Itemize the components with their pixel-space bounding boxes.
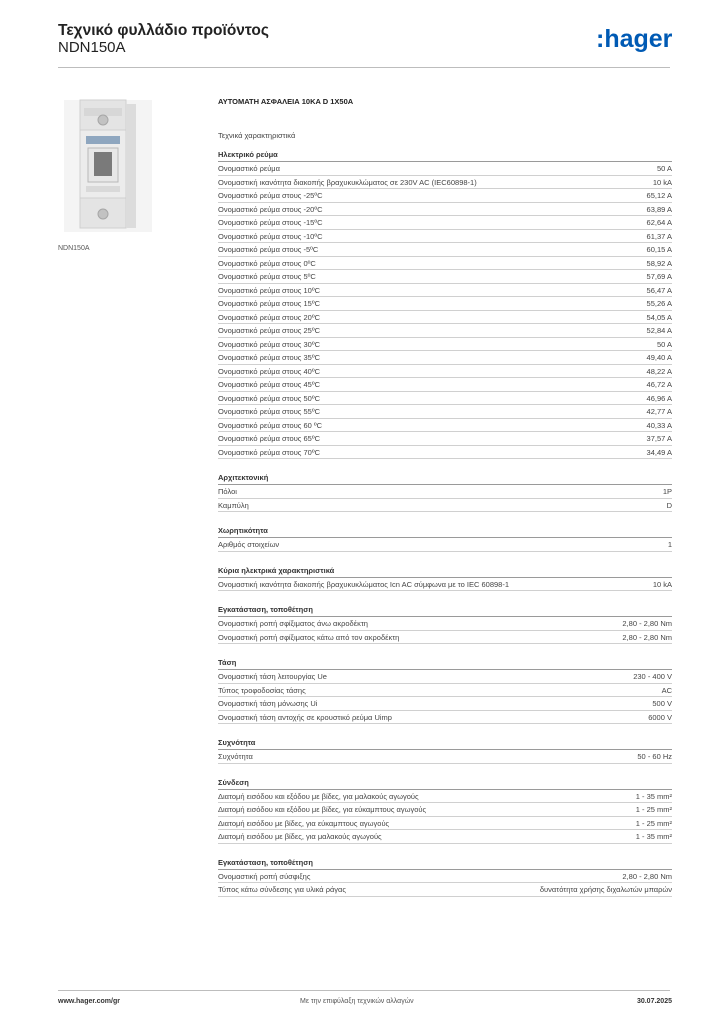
- footer-note: Με την επιφύλαξη τεχνικών αλλαγών: [300, 998, 414, 1005]
- section-title: Συχνότητα: [218, 738, 672, 750]
- spec-row: [218, 311, 672, 325]
- spec-value: 52,84 A: [646, 326, 672, 335]
- spec-value: 34,49 A: [646, 447, 672, 457]
- product-datasheet: [218, 97, 672, 911]
- spec-value: 1: [667, 540, 672, 549]
- spec-value: 50 - 60 Hz: [637, 752, 672, 761]
- spec-row: [218, 338, 672, 352]
- circuit-breaker-image: [58, 96, 158, 236]
- spec-label: Ονομαστικό ρεύμα στους 45ºC: [218, 380, 320, 389]
- product-code: NDN150A: [58, 39, 126, 56]
- spec-section: [218, 566, 672, 592]
- spec-label: Ονομαστικό ρεύμα στους 5ºC: [218, 272, 316, 281]
- spec-row: [218, 230, 672, 244]
- spec-row: [218, 405, 672, 419]
- website-link[interactable]: www.hager.com/gr: [58, 998, 120, 1005]
- spec-label: Ονομαστικό ρεύμα στους -10ºC: [218, 231, 323, 241]
- spec-section: [218, 526, 672, 552]
- spec-value: D: [666, 500, 672, 510]
- section-title: Εγκατάσταση, τοποθέτηση: [218, 605, 672, 617]
- spec-row: [218, 631, 672, 645]
- spec-label: Διατομή εισόδου με βίδες, για εύκαμπτους αγωγούς: [218, 818, 390, 828]
- spec-value: 46,96 A: [646, 393, 672, 403]
- spec-value: 50 A: [656, 164, 672, 173]
- spec-label: Ονομαστική ικανότητα διακοπής βραχυκυκλώματος Icn AC σύμφωνα με το IEC 60898-1: [218, 579, 510, 589]
- spec-row: [218, 870, 672, 884]
- spec-row: [218, 485, 672, 499]
- spec-label: Ονομαστικό ρεύμα στους 50ºC: [218, 393, 320, 403]
- spec-label: Διατομή εισόδου με βίδες, για μαλακούς αγωγούς: [218, 832, 382, 841]
- spec-label: Ονομαστική ικανότητα διακοπής βραχυκυκλώματος σε 230V AC (IEC60898-1): [218, 177, 477, 187]
- spec-section: [218, 658, 672, 724]
- spec-label: Διατομή εισόδου και εξόδου με βίδες, για μαλακούς αγωγούς: [218, 791, 419, 801]
- spec-label: Ονομαστικό ρεύμα στους -15ºC: [218, 218, 323, 227]
- spec-row: [218, 670, 672, 684]
- spec-value: 42,77 A: [646, 407, 672, 416]
- spec-label: Ονομαστική τάση αντοχής σε κρουστικό ρεύμα Uimp: [218, 712, 392, 722]
- spec-row: [218, 189, 672, 203]
- spec-value: 1 - 25 mm²: [635, 818, 672, 828]
- spec-label: Πόλοι: [218, 487, 237, 496]
- spec-row: [218, 446, 672, 460]
- spec-value: 63,89 A: [646, 204, 672, 214]
- spec-section: [218, 605, 672, 644]
- spec-value: 57,69 A: [646, 272, 672, 281]
- section-title: Κύρια ηλεκτρικά χαρακτηριστικά: [218, 566, 672, 578]
- spec-row: [218, 324, 672, 338]
- spec-row: [218, 817, 672, 831]
- spec-value: 10 kA: [652, 579, 672, 589]
- specs-heading: Τεχνικά χαρακτηριστικά: [218, 131, 296, 140]
- spec-label: Ονομαστικό ρεύμα: [218, 164, 280, 173]
- spec-label: Ονομαστικό ρεύμα στους 0ºC: [218, 258, 316, 268]
- spec-row: [218, 351, 672, 365]
- spec-section: [218, 778, 672, 844]
- product-name: ΑΥΤΟΜΑΤΗ ΑΣΦΑΛΕΙΑ 10KA D 1X50A: [218, 97, 354, 106]
- spec-value: 37,57 A: [646, 434, 672, 443]
- header-divider: [58, 67, 670, 68]
- spec-label: Τύπος τροφοδοσίας τάσης: [218, 685, 306, 695]
- spec-label: Συχνότητα: [218, 752, 253, 761]
- spec-value: 10 kA: [652, 177, 672, 187]
- spec-row: [218, 790, 672, 804]
- spec-row: [218, 176, 672, 190]
- spec-value: 2,80 - 2,80 Nm: [622, 632, 672, 642]
- spec-row: [218, 499, 672, 513]
- spec-row: [218, 270, 672, 284]
- spec-label: Διατομή εισόδου και εξόδου με βίδες, για εύκαμπτους αγωγούς: [218, 805, 427, 814]
- spec-value: 61,37 A: [646, 231, 672, 241]
- spec-value: 62,64 A: [646, 218, 672, 227]
- logo-text: :hager: [596, 26, 673, 53]
- spec-label: Ονομαστικό ρεύμα στους 30ºC: [218, 339, 320, 349]
- spec-row: [218, 257, 672, 271]
- spec-value: 56,47 A: [646, 285, 672, 295]
- spec-label: Ονομαστικό ρεύμα στους 60 ºC: [218, 420, 323, 430]
- spec-row: [218, 392, 672, 406]
- spec-row: [218, 284, 672, 298]
- spec-section: [218, 150, 672, 459]
- section-title: Τάση: [218, 658, 672, 670]
- spec-value: 65,12 A: [646, 191, 672, 200]
- spec-value: 54,05 A: [646, 312, 672, 322]
- spec-row: [218, 830, 672, 844]
- spec-row: [218, 432, 672, 446]
- image-caption: NDN150A: [58, 245, 90, 252]
- spec-value: AC: [661, 685, 672, 695]
- spec-value: 230 - 400 V: [633, 672, 672, 681]
- spec-value: 6000 V: [648, 712, 672, 722]
- spec-row: [218, 711, 672, 725]
- spec-value: 500 V: [652, 699, 672, 708]
- section-title: Αρχιτεκτονική: [218, 473, 672, 485]
- footer-divider: [58, 990, 670, 991]
- spec-row: [218, 365, 672, 379]
- spec-label: Καμπύλη: [218, 500, 249, 510]
- spec-value: 2,80 - 2,80 Nm: [622, 871, 672, 881]
- spec-row: [218, 378, 672, 392]
- spec-value: 2,80 - 2,80 Nm: [622, 619, 672, 628]
- spec-row: [218, 216, 672, 230]
- spec-label: Ονομαστικό ρεύμα στους 10ºC: [218, 285, 320, 295]
- spec-label: Ονομαστικό ρεύμα στους 40ºC: [218, 366, 320, 376]
- spec-row: [218, 803, 672, 817]
- section-title: Εγκατάσταση, τοποθέτηση: [218, 858, 672, 870]
- section-title: Σύνδεση: [218, 778, 672, 790]
- spec-row: [218, 538, 672, 552]
- spec-row: [218, 578, 672, 592]
- spec-value: 58,92 A: [646, 258, 672, 268]
- spec-value: 60,15 A: [646, 245, 672, 254]
- page-title: Τεχνικό φυλλάδιο προϊόντος: [58, 22, 269, 39]
- spec-label: Ονομαστική ροπή σύσφιξης: [218, 871, 311, 881]
- spec-value: 48,22 A: [646, 366, 672, 376]
- spec-label: Ονομαστικό ρεύμα στους 25ºC: [218, 326, 320, 335]
- spec-row: [218, 617, 672, 631]
- spec-value: 55,26 A: [646, 299, 672, 308]
- spec-row: [218, 243, 672, 257]
- spec-label: Ονομαστική τάση μόνωσης Ui: [218, 699, 318, 708]
- spec-row: [218, 297, 672, 311]
- footer-date: 30.07.2025: [636, 998, 672, 1005]
- spec-row: [218, 419, 672, 433]
- spec-label: Ονομαστικό ρεύμα στους 15ºC: [218, 299, 320, 308]
- spec-value: 40,33 A: [646, 420, 672, 430]
- hager-logo: [596, 26, 686, 54]
- spec-value: 46,72 A: [646, 380, 672, 389]
- spec-section: [218, 738, 672, 764]
- spec-label: Ονομαστική τάση λειτουργίας Ue: [218, 672, 327, 681]
- spec-label: Ονομαστικό ρεύμα στους -5ºC: [218, 245, 319, 254]
- spec-label: Ονομαστική ροπή σφίξιματος άνω ακροδέκτη: [218, 619, 368, 628]
- spec-label: Ονομαστικό ρεύμα στους 35ºC: [218, 353, 320, 362]
- spec-label: Ονομαστικό ρεύμα στους 20ºC: [218, 312, 320, 322]
- spec-label: Ονομαστικό ρεύμα στους 70ºC: [218, 447, 320, 457]
- spec-row: [218, 697, 672, 711]
- section-title: Χωρητικότητα: [218, 526, 672, 538]
- spec-row: [218, 684, 672, 698]
- spec-label: Ονομαστική ροπή σφίξιματος κάτω από τον ακροδέκτη: [218, 632, 400, 642]
- spec-row: [218, 162, 672, 176]
- spec-value: 1 - 35 mm²: [635, 791, 672, 801]
- spec-value: δυνατότητα χρήσης διχαλωτών μπαρών: [539, 885, 672, 894]
- spec-label: Αριθμός στοιχείων: [218, 540, 280, 549]
- spec-value: 1 - 25 mm²: [635, 805, 672, 814]
- spec-value: 49,40 A: [646, 353, 672, 362]
- spec-label: Ονομαστικό ρεύμα στους -25ºC: [218, 191, 323, 200]
- spec-row: [218, 203, 672, 217]
- spec-sections: [218, 150, 672, 897]
- spec-label: Τύπος κάτω σύνδεσης για υλικά ράγας: [218, 885, 346, 894]
- spec-row: [218, 883, 672, 897]
- spec-value: 1P: [662, 487, 672, 496]
- spec-section: [218, 858, 672, 897]
- spec-row: [218, 750, 672, 764]
- spec-section: [218, 473, 672, 512]
- spec-label: Ονομαστικό ρεύμα στους 65ºC: [218, 434, 320, 443]
- section-title: Ηλεκτρικό ρεύμα: [218, 150, 672, 162]
- spec-label: Ονομαστικό ρεύμα στους -20ºC: [218, 204, 323, 214]
- spec-value: 1 - 35 mm²: [635, 832, 672, 841]
- spec-label: Ονομαστικό ρεύμα στους 55ºC: [218, 407, 320, 416]
- spec-value: 50 A: [656, 339, 672, 349]
